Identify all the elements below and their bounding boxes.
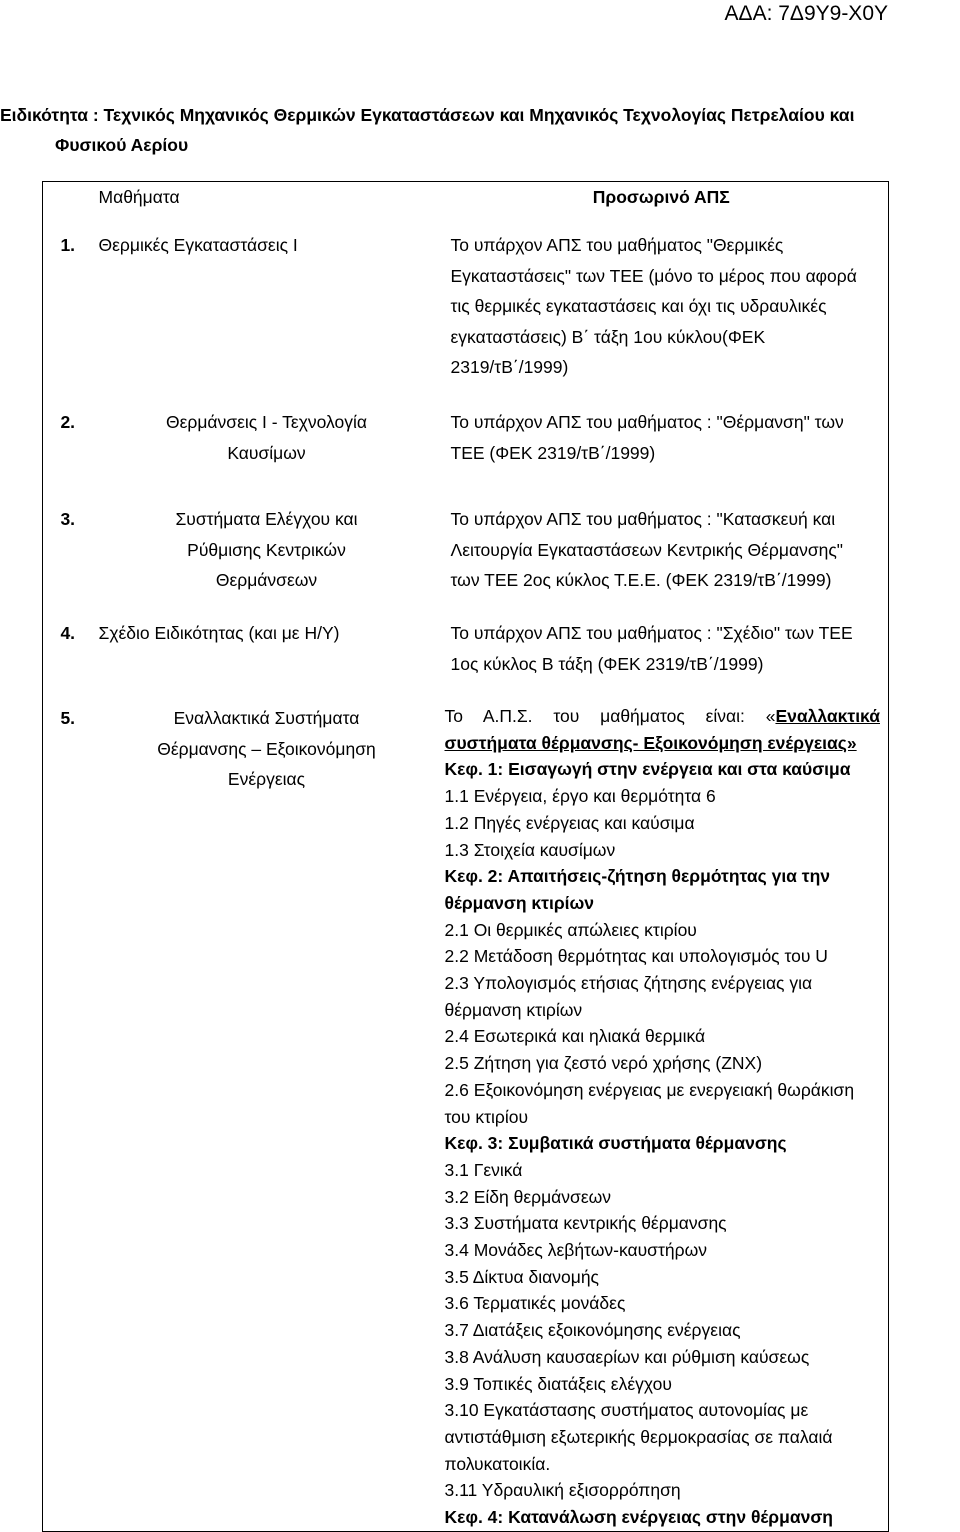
specialty-line-1: Ειδικότητα : Τεχνικός Μηχανικός Θερμικών Εγκαταστάσεων και Μηχανικός Τεχνολογίας Πετρελαίου και	[0, 105, 855, 125]
description-line: 1ος κύκλος Β τάξη (ΦΕΚ 2319/τΒ΄/1999)	[450, 653, 764, 674]
course-name-line: Ρύθμισης Κεντρικών	[187, 539, 346, 560]
syllabus-item: 2.1 Οι θερμικές απώλειες κτιρίου	[444, 919, 697, 940]
curriculum-column-header: Προσωρινό ΑΠΣ	[592, 187, 730, 207]
table-header-row	[43, 182, 889, 227]
syllabus-item: 3.3 Συστήματα κεντρικής θέρμανσης	[444, 1213, 727, 1234]
description-line: ΤΕΕ (ΦΕΚ 2319/τΒ΄/1999)	[450, 442, 656, 463]
row-number: 1.	[60, 235, 76, 255]
course-name: Θερμικές Εγκαταστάσεις Ι	[98, 235, 298, 255]
syllabus-item: 1.1 Ενέργεια, έργο και θερμότητα 6	[444, 786, 716, 807]
courses-column-header: Μαθήματα	[98, 187, 180, 207]
row-number: 2.	[60, 412, 76, 432]
description-line: 2319/τΒ΄/1999)	[450, 357, 569, 377]
syllabus-chapter: Κεφ. 3: Συμβατικά συστήματα θέρμανσης	[444, 1133, 787, 1154]
course-description	[435, 226, 889, 400]
syllabus-item: 1.2 Πηγές ενέργειας και καύσιμα	[444, 812, 695, 833]
description-line: Εγκαταστάσεις" των ΤΕΕ (μόνο το μέρος που αφορά	[450, 265, 857, 286]
description-line: Λειτουργία Εγκαταστάσεων Κεντρικής Θέρμανσης"	[450, 539, 843, 560]
description-line: τις θερμικές εγκαταστάσεις και όχι τις υδραυλικές	[450, 296, 827, 316]
syllabus-item: 2.2 Μετάδοση θερμότητας και υπολογισμός του U	[444, 946, 828, 967]
course-description	[435, 400, 889, 499]
syllabus-item: 3.6 Τερματικές μονάδες	[444, 1293, 626, 1314]
table-row	[43, 499, 889, 612]
syllabus-item: 3.4 Μονάδες λεβήτων-καυστήρων	[444, 1240, 707, 1261]
course-name	[93, 400, 435, 499]
row-number: 4.	[60, 623, 76, 643]
description-line: των ΤΕΕ 2ος κύκλος Τ.Ε.Ε. (ΦΕΚ 2319/τΒ΄/1999)	[450, 570, 832, 590]
course-name-line: Θερμάνσεων	[215, 570, 318, 590]
syllabus-item: 2.6 Εξοικονόμηση ενέργειας με ενεργειακή θωράκιση του κτιρίου	[444, 1079, 855, 1127]
syllabus-course-title: Εναλλακτικά	[775, 706, 880, 726]
description-line: Το υπάρχον ΑΠΣ του μαθήματος : "Θέρμανση" των	[450, 412, 844, 432]
syllabus-item: 3.2 Είδη θερμάνσεων	[444, 1186, 612, 1207]
syllabus-list	[445, 756, 881, 1530]
syllabus-item: 2.3 Υπολογισμός ετήσιας ζήτησης ενέργειας για θέρμανση κτιρίων	[444, 973, 813, 1020]
syllabus-intro-text: Το Α.Π.Σ. του μαθήματος είναι: «	[444, 706, 776, 726]
description-line: Το υπάρχον ΑΠΣ του μαθήματος : "Κατασκευή και	[450, 509, 836, 529]
course-name-line: Θέρμανσης – Εξοικονόμηση	[157, 738, 376, 759]
syllabus-item: 3.8 Ανάλυση καυσαερίων και ρύθμιση καύσεως	[444, 1346, 810, 1367]
syllabus-item: 2.5 Ζήτηση για ζεστό νερό χρήσης (ΖΝΧ)	[444, 1053, 763, 1074]
table-row	[43, 702, 889, 1531]
document-code: ΑΔΑ: 7Δ9Υ9-Χ0Υ	[724, 2, 888, 25]
syllabus-item: 3.9 Τοπικές διατάξεις ελέγχου	[444, 1373, 672, 1394]
row-number: 3.	[60, 509, 76, 529]
course-name	[93, 702, 435, 1531]
syllabus-chapter: Κεφ. 4: Κατανάλωση ενέργειας στην θέρμανση	[444, 1507, 833, 1528]
table-row	[43, 612, 889, 702]
course-name-line: Εναλλακτικά Συστήματα	[173, 708, 360, 728]
description-line: Το υπάρχον ΑΠΣ του μαθήματος : "Σχέδιο" των ΤΕΕ	[450, 623, 853, 643]
course-name: Σχέδιο Ειδικότητας (και με Η/Υ)	[98, 623, 340, 643]
syllabus-item: 3.11 Υδραυλική εξισορρόπηση	[444, 1480, 681, 1501]
syllabus-chapter: Κεφ. 2: Απαιτήσεις-ζήτηση θερμότητας για την θέρμανση κτιρίων	[444, 866, 831, 913]
course-description	[435, 612, 889, 702]
description-line: Το υπάρχον ΑΠΣ του μαθήματος "Θερμικές	[450, 235, 784, 255]
syllabus-item: 1.3 Στοιχεία καυσίμων	[444, 839, 616, 860]
syllabus-item: 3.7 Διατάξεις εξοικονόμησης ενέργειας	[444, 1320, 741, 1341]
syllabus-item: 2.4 Εσωτερικά και ηλιακά θερμικά	[444, 1026, 706, 1047]
course-name-line: Συστήματα Ελέγχου και	[175, 509, 358, 529]
table-row	[43, 400, 889, 499]
row-number: 5.	[60, 708, 76, 728]
course-syllabus	[435, 702, 889, 1531]
syllabus-item: 3.1 Γενικά	[444, 1159, 523, 1180]
syllabus-intro	[445, 703, 881, 730]
syllabus-course-title-cont: συστήματα θέρμανσης- Εξοικονόμηση ενέργειας»	[444, 732, 857, 753]
specialty-line-2: Φυσικού Αερίου	[55, 135, 189, 155]
course-name-line: Καυσίμων	[227, 442, 306, 463]
course-name-line: Ενέργειας	[227, 769, 306, 789]
syllabus-item: 3.10 Εγκατάστασης συστήματος αυτονομίας με αντιστάθμιση εξωτερικής θερμοκρασίας σε παλαιά πολυκατοικία.	[444, 1400, 833, 1474]
description-line: εγκαταστάσεις) Β΄ τάξη 1ου κύκλου(ΦΕΚ	[450, 326, 766, 347]
table-row	[43, 226, 889, 400]
course-name	[93, 499, 435, 612]
course-description	[435, 499, 889, 612]
syllabus-item: 3.5 Δίκτυα διανομής	[444, 1266, 599, 1287]
courses-table	[42, 181, 889, 1532]
course-name-line: Θερμάνσεις Ι - Τεχνολογία	[165, 412, 368, 432]
syllabus-chapter: Κεφ. 1: Εισαγωγή στην ενέργεια και στα καύσιμα	[444, 759, 851, 780]
specialty-heading	[0, 100, 940, 160]
